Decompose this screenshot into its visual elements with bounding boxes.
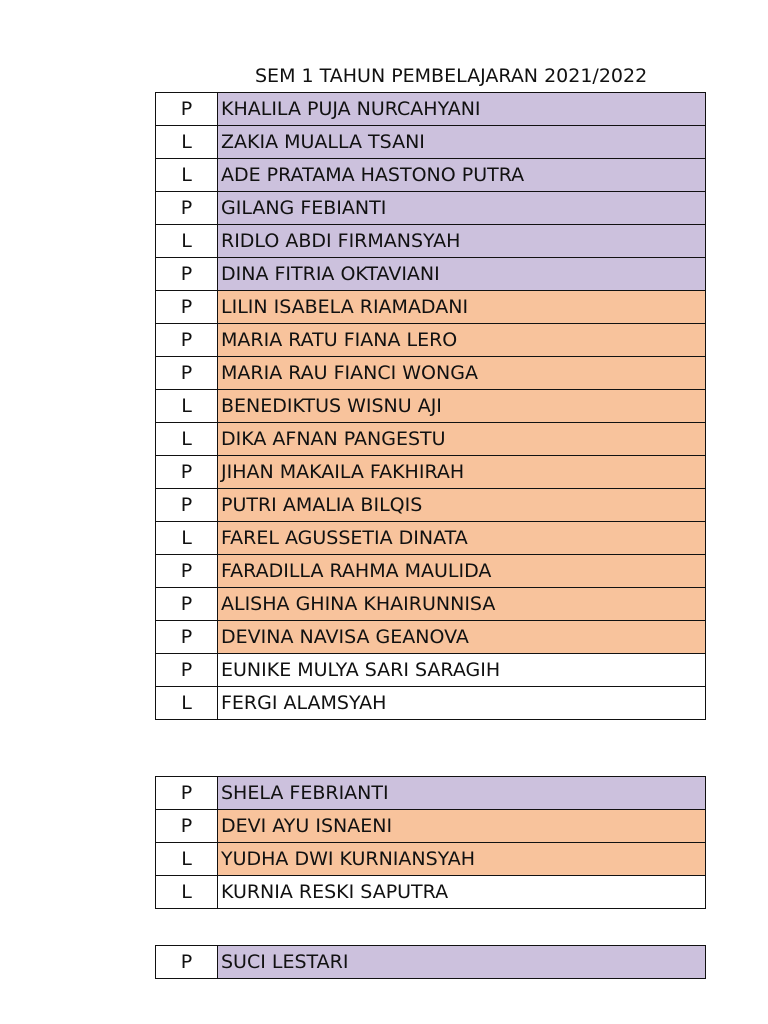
table-row bbox=[156, 777, 706, 810]
gender-cell: P bbox=[156, 946, 218, 979]
table-row bbox=[156, 654, 706, 687]
gender-cell: P bbox=[156, 777, 218, 810]
gender-cell: P bbox=[156, 489, 218, 522]
table-row bbox=[156, 810, 706, 843]
table-row bbox=[156, 946, 706, 979]
student-name-cell: ZAKIA MUALLA TSANI bbox=[218, 126, 706, 159]
gender-cell: L bbox=[156, 522, 218, 555]
student-name-cell: KURNIA RESKI SAPUTRA bbox=[218, 876, 706, 909]
gender-cell: P bbox=[156, 654, 218, 687]
student-table-2 bbox=[155, 776, 706, 909]
table-row bbox=[156, 126, 706, 159]
student-name-cell: ADE PRATAMA HASTONO PUTRA bbox=[218, 159, 706, 192]
student-name-cell: EUNIKE MULYA SARI SARAGIH bbox=[218, 654, 706, 687]
student-name-cell: DEVI AYU ISNAENI bbox=[218, 810, 706, 843]
gender-cell: L bbox=[156, 225, 218, 258]
table-row bbox=[156, 258, 706, 291]
student-name-cell: YUDHA DWI KURNIANSYAH bbox=[218, 843, 706, 876]
gender-cell: P bbox=[156, 621, 218, 654]
gender-cell: P bbox=[156, 555, 218, 588]
gender-cell: L bbox=[156, 423, 218, 456]
student-name-cell: PUTRI AMALIA BILQIS bbox=[218, 489, 706, 522]
student-name-cell: GILANG FEBIANTI bbox=[218, 192, 706, 225]
student-name-cell: BENEDIKTUS WISNU AJI bbox=[218, 390, 706, 423]
student-name-cell: LILIN ISABELA RIAMADANI bbox=[218, 291, 706, 324]
table-row bbox=[156, 159, 706, 192]
gender-cell: P bbox=[156, 810, 218, 843]
table-row bbox=[156, 93, 706, 126]
table-row bbox=[156, 621, 706, 654]
table-row bbox=[156, 390, 706, 423]
student-name-cell: DINA FITRIA OKTAVIANI bbox=[218, 258, 706, 291]
gender-cell: P bbox=[156, 588, 218, 621]
student-name-cell: FAREL AGUSSETIA DINATA bbox=[218, 522, 706, 555]
student-name-cell: JIHAN MAKAILA FAKHIRAH bbox=[218, 456, 706, 489]
table-row bbox=[156, 843, 706, 876]
table-row bbox=[156, 687, 706, 720]
gender-cell: L bbox=[156, 687, 218, 720]
student-table-1 bbox=[155, 92, 706, 720]
table-row bbox=[156, 423, 706, 456]
student-name-cell: SHELA FEBRIANTI bbox=[218, 777, 706, 810]
student-name-cell: ALISHA GHINA KHAIRUNNISA bbox=[218, 588, 706, 621]
student-name-cell: SUCI LESTARI bbox=[218, 946, 706, 979]
gender-cell: L bbox=[156, 159, 218, 192]
student-name-cell: FERGI ALAMSYAH bbox=[218, 687, 706, 720]
gender-cell: P bbox=[156, 357, 218, 390]
table-row bbox=[156, 588, 706, 621]
gender-cell: P bbox=[156, 192, 218, 225]
table-row bbox=[156, 876, 706, 909]
page-title: SEM 1 TAHUN PEMBELAJARAN 2021/2022 bbox=[255, 65, 648, 87]
table-row bbox=[156, 291, 706, 324]
student-name-cell: MARIA RAU FIANCI WONGA bbox=[218, 357, 706, 390]
student-name-cell: KHALILA PUJA NURCAHYANI bbox=[218, 93, 706, 126]
table-row bbox=[156, 324, 706, 357]
gender-cell: P bbox=[156, 324, 218, 357]
gender-cell: L bbox=[156, 126, 218, 159]
gender-cell: L bbox=[156, 843, 218, 876]
gender-cell: P bbox=[156, 93, 218, 126]
table-row bbox=[156, 357, 706, 390]
gender-cell: P bbox=[156, 258, 218, 291]
student-name-cell: DIKA AFNAN PANGESTU bbox=[218, 423, 706, 456]
student-name-cell: RIDLO ABDI FIRMANSYAH bbox=[218, 225, 706, 258]
gender-cell: P bbox=[156, 456, 218, 489]
table-row bbox=[156, 489, 706, 522]
gender-cell: P bbox=[156, 291, 218, 324]
table-row bbox=[156, 225, 706, 258]
student-name-cell: FARADILLA RAHMA MAULIDA bbox=[218, 555, 706, 588]
student-table-3 bbox=[155, 945, 706, 979]
table-row bbox=[156, 555, 706, 588]
student-name-cell: DEVINA NAVISA GEANOVA bbox=[218, 621, 706, 654]
table-row bbox=[156, 456, 706, 489]
gender-cell: L bbox=[156, 876, 218, 909]
gender-cell: L bbox=[156, 390, 218, 423]
table-row bbox=[156, 192, 706, 225]
table-row bbox=[156, 522, 706, 555]
student-name-cell: MARIA RATU FIANA LERO bbox=[218, 324, 706, 357]
